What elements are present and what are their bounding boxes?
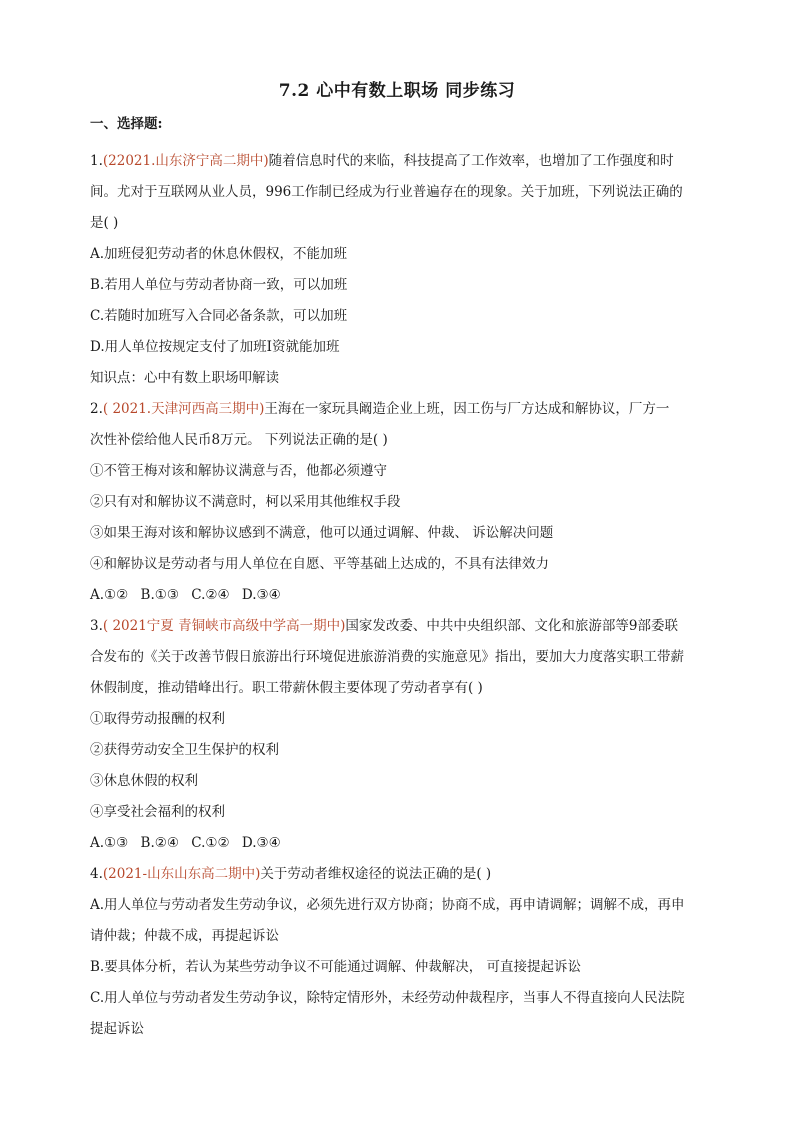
question-2 xyxy=(90,394,706,611)
knowledge-point: 知识点：心中有数上职场叩解读 xyxy=(90,370,279,386)
option-b: B.若用人单位与劳动者协商一致，可以加班 xyxy=(90,277,348,293)
question-source: ( 2021宁夏 青铜峡市高级中学高一期中) xyxy=(102,618,346,634)
question-number: 4. xyxy=(90,866,103,882)
statement-3: ③如果王海对该和解协议感到不满意，他可以通过调解、仲裁、 诉讼解决问题 xyxy=(90,525,554,541)
statement-3: ③休息休假的权利 xyxy=(90,773,198,789)
option-c: C.用人单位与劳动者发生劳动争议，除特定情形外，未经劳动仲裁程序，当事人不得直接向人民法院 xyxy=(90,990,685,1006)
option-a-cont: 请仲裁；仲裁不成，再提起诉讼 xyxy=(90,928,279,944)
content xyxy=(90,112,706,1045)
statement-4: ④享受社会福利的权利 xyxy=(90,804,225,820)
question-3 xyxy=(90,611,706,859)
question-source: (2021-山东山东高二期中) xyxy=(102,866,261,882)
option-a: A.用人单位与劳动者发生劳动争议，必须先进行双方协商；协商不成，再申请调解；调解不成，再申 xyxy=(90,897,685,913)
question-number: 3. xyxy=(90,618,103,634)
section-heading: 一、选择题: xyxy=(90,116,163,132)
option-b: B.要具体分析，若认为某些劳动争议不可能通过调解、仲裁解决， 可直接提起诉讼 xyxy=(90,959,582,975)
question-number: 1. xyxy=(90,153,103,169)
statement-4: ④和解协议是劳动者与用人单位在自愿、平等基础上达成的，不具有法律效力 xyxy=(90,556,549,572)
question-number: 2. xyxy=(90,401,103,417)
question-1 xyxy=(90,146,706,394)
question-text: 休假制度，推动错峰出行。职工带薪休假主要体现了劳动者享有( ) xyxy=(90,680,483,696)
question-source: ( 2021.天津河西高三期中) xyxy=(102,401,265,417)
question-text: 次性补偿给他人民币8万元。 下列说法正确的是( ) xyxy=(90,432,388,448)
option-a: A.加班侵犯劳动者的休息休假权，不能加班 xyxy=(90,246,348,262)
question-text: 合发布的《关于改善节假日旅游出行环境促进旅游消费的实施意见》指出，要加大力度落实职工带薪 xyxy=(90,649,684,665)
answer-options: A.①③ B.②④ C.①② D.③④ xyxy=(90,835,281,851)
option-d: D.用人单位按规定支付了加班I资就能加班 xyxy=(90,339,340,355)
question-text: 是( ) xyxy=(90,215,119,231)
statement-2: ②只有对和解协议不满意时，柯以采用其他维权手段 xyxy=(90,494,401,510)
question-text: 王海在一家玩具阚造企业上班，因工伤与厂方达成和解协议，厂方一 xyxy=(264,401,670,417)
statement-1: ①不管王梅对该和解协议满意与否，他都必须遵守 xyxy=(90,463,387,479)
statement-1: ①取得劳动报酬的权利 xyxy=(90,711,225,727)
question-text: 随着信息时代的来临，科技提高了工作效率，也增加了工作强度和时 xyxy=(268,153,674,169)
question-text: 国家发改委、中共中央组织部、文化和旅游部等9部委联 xyxy=(345,618,678,634)
option-c: C.若随时加班写入合同必备条款，可以加班 xyxy=(90,308,348,324)
question-4 xyxy=(90,859,706,1045)
question-text: 关于劳动者维权途径的说法正确的是( ) xyxy=(260,866,492,882)
question-source: (22021.山东济宁高二期中) xyxy=(102,153,269,169)
statement-2: ②获得劳动安全卫生保护的权利 xyxy=(90,742,279,758)
answer-options: A.①② B.①③ C.②④ D.③④ xyxy=(90,587,281,603)
question-text: 间。尤对于互联网从业人员，996工作制已经成为行业普遍存在的现象。关于加班，下列说法正确的 xyxy=(90,184,683,200)
document-title: 7.2 心中有数上职场 同步练习 xyxy=(278,81,516,101)
option-c-cont: 提起诉讼 xyxy=(90,1021,144,1037)
